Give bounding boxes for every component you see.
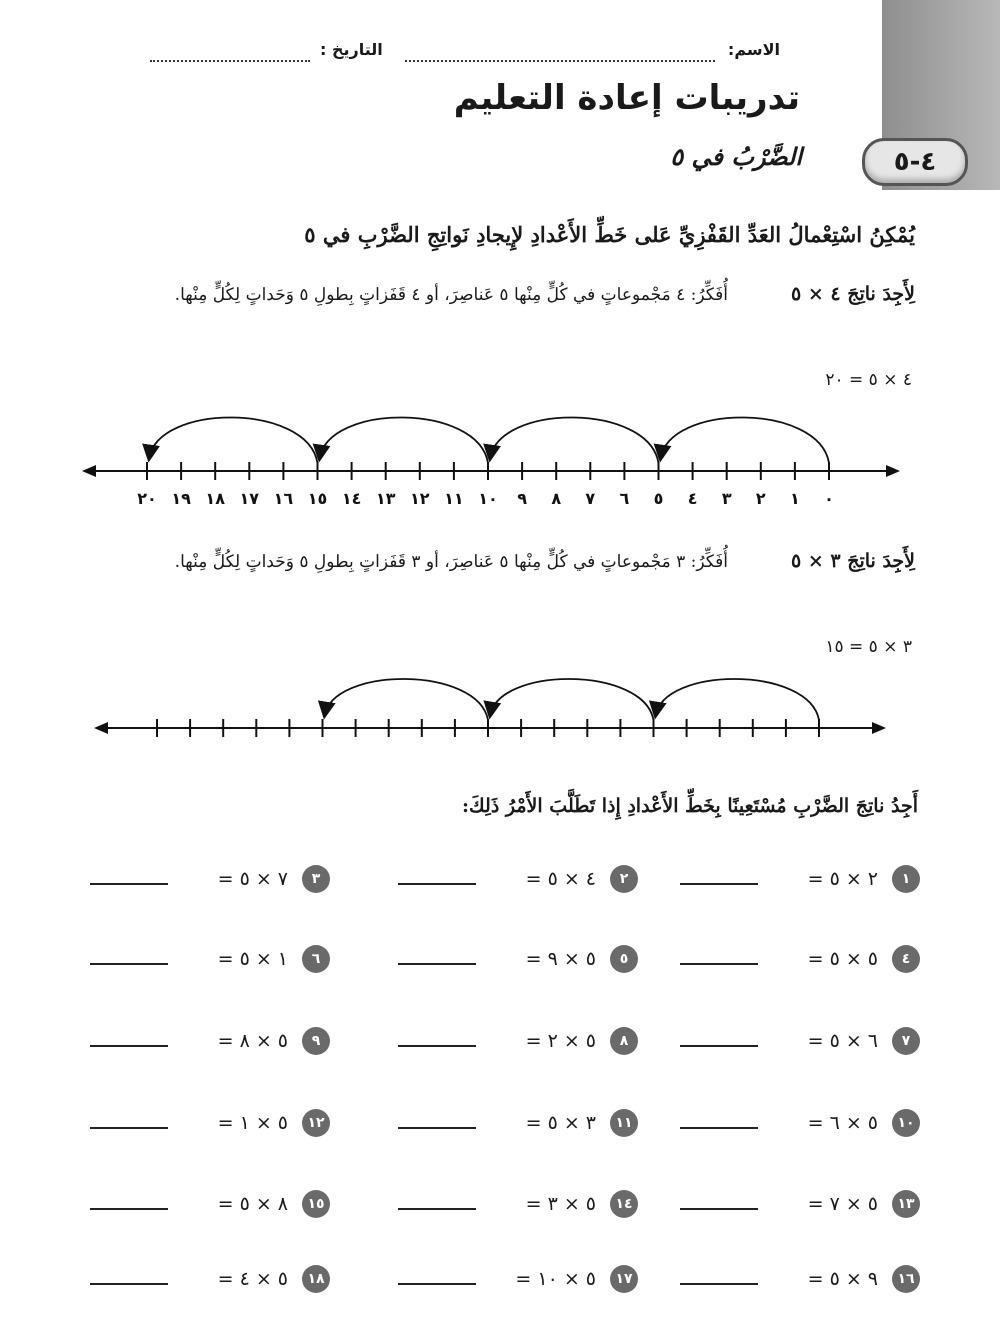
problem-number-badge: ١١ (610, 1109, 638, 1137)
problem-8 (398, 1024, 638, 1058)
problem-expression: ٥ × ٨ = (217, 1030, 288, 1052)
answer-blank[interactable] (90, 1045, 168, 1047)
number-line-2 (0, 660, 1000, 760)
answer-blank[interactable] (680, 883, 758, 885)
problem-number-badge: ١٤ (610, 1190, 638, 1218)
answer-blank[interactable] (398, 1208, 476, 1210)
problem-expression: ٩ × ٥ = (807, 1268, 878, 1290)
problem-number-badge: ٦ (302, 945, 330, 973)
problem-number-badge: ١٠ (892, 1109, 920, 1137)
example2-think: أُفَكِّرُ: ٣ مَجْموعاتٍ في كُلٍّ مِنْها ٥ عَناصِرَ، أو ٣ قَفَزاتٍ بِطولِ ٥ وَحَداتٍ لِكُلٍّ مِنْها. (174, 552, 728, 572)
answer-blank[interactable] (90, 1283, 168, 1285)
problem-expression: ٥ × ٤ = (217, 1268, 288, 1290)
answer-blank[interactable] (680, 1283, 758, 1285)
tick-label-7: ٧ (585, 489, 596, 508)
problem-17 (398, 1262, 638, 1296)
problem-number-badge: ٥ (610, 945, 638, 973)
answer-blank[interactable] (680, 1045, 758, 1047)
problem-14 (398, 1187, 638, 1221)
problem-number-badge: ٧ (892, 1027, 920, 1055)
answer-blank[interactable] (680, 1208, 758, 1210)
problem-5 (398, 942, 638, 976)
answer-blank[interactable] (680, 963, 758, 965)
right-arrow (872, 722, 886, 734)
intro-text: يُمْكِنُ اسْتِعْمالُ العَدِّ القَفْزِيِّ عَلى خَطِّ الأَعْدادِ لإِيجادِ نَواتِجِ الضَّرْبِ في ٥ (304, 222, 915, 247)
example2-equation: ٣ × ٥ = ١٥ (825, 637, 912, 657)
name-label: الاسم: (727, 40, 780, 59)
tick-label-8: ٨ (551, 489, 562, 508)
problem-expression: ٥ × ٣ = (525, 1193, 596, 1215)
problem-6 (90, 942, 330, 976)
date-field[interactable] (150, 46, 310, 62)
answer-blank[interactable] (398, 1045, 476, 1047)
problem-expression: ٣ × ٥ = (525, 1112, 596, 1134)
problem-3 (90, 862, 330, 896)
answer-blank[interactable] (398, 963, 476, 965)
problem-expression: ٥ × ٧ = (807, 1193, 878, 1215)
example1-think: أُفَكِّرُ: ٤ مَجْموعاتٍ في كُلٍّ مِنْها ٥ عَناصِرَ، أو ٤ قَفَزاتٍ بِطولِ ٥ وَحَداتٍ لِكُلٍّ مِنْها. (174, 285, 728, 305)
problem-expression: ٥ × ٩ = (525, 948, 596, 970)
problem-1 (680, 862, 920, 896)
date-label: التاريخ : (320, 40, 383, 59)
problem-expression: ٢ × ٥ = (807, 868, 878, 890)
jump-arc-2 (490, 679, 654, 720)
problem-10 (680, 1106, 920, 1140)
problem-15 (90, 1187, 330, 1221)
problem-expression: ٥ × ٢ = (525, 1030, 596, 1052)
tick-label-11: ١١ (444, 489, 464, 508)
tick-label-19: ١٩ (171, 489, 191, 508)
problem-expression: ٨ × ٥ = (217, 1193, 288, 1215)
tick-label-12: ١٢ (410, 489, 430, 508)
example1-equation: ٤ × ٥ = ٢٠ (825, 370, 912, 390)
lesson-subtitle: الضَّرْبُ في ٥ (670, 142, 802, 171)
tick-label-4: ٤ (687, 489, 698, 508)
problem-expression: ٦ × ٥ = (807, 1030, 878, 1052)
answer-blank[interactable] (90, 1208, 168, 1210)
problem-number-badge: ١٨ (302, 1265, 330, 1293)
tick-label-10: ١٠ (478, 489, 498, 508)
answer-blank[interactable] (398, 883, 476, 885)
problem-expression: ١ × ٥ = (217, 948, 288, 970)
problem-12 (90, 1106, 330, 1140)
problem-number-badge: ٩ (302, 1027, 330, 1055)
problem-expression: ٥ × ٦ = (807, 1112, 878, 1134)
example2-find: لِأَجِدَ ناتِجَ ٣ × ٥ (790, 550, 915, 572)
tick-label-1: ١ (790, 489, 800, 508)
left-arrow (82, 465, 96, 477)
problem-9 (90, 1024, 330, 1058)
problem-number-badge: ٨ (610, 1027, 638, 1055)
problem-number-badge: ١٢ (302, 1109, 330, 1137)
problem-number-badge: ١ (892, 865, 920, 893)
problem-number-badge: ٢ (610, 865, 638, 893)
problem-number-badge: ١٦ (892, 1265, 920, 1293)
tick-label-5: ٥ (653, 489, 664, 508)
tick-label-14: ١٤ (341, 489, 362, 508)
problem-number-badge: ١٧ (610, 1265, 638, 1293)
problem-expression: ٧ × ٥ = (217, 868, 288, 890)
right-arrow (886, 465, 900, 477)
answer-blank[interactable] (90, 883, 168, 885)
answer-blank[interactable] (90, 1127, 168, 1129)
lesson-number-badge: ٤-٥ (862, 138, 968, 186)
tick-label-16: ١٦ (273, 489, 294, 508)
tick-label-6: ٦ (619, 489, 630, 508)
problem-expression: ٥ × ٥ = (807, 948, 878, 970)
problem-4 (680, 942, 920, 976)
tick-label-15: ١٥ (307, 489, 328, 508)
jump-arc-1 (661, 417, 830, 463)
name-date-row (150, 40, 780, 70)
answer-blank[interactable] (90, 963, 168, 965)
problem-11 (398, 1106, 638, 1140)
tick-label-20: ٢٠ (137, 489, 157, 508)
name-field[interactable] (405, 46, 715, 62)
problem-number-badge: ١٣ (892, 1190, 920, 1218)
jump-arc-3 (320, 417, 489, 463)
problem-2 (398, 862, 638, 896)
problem-7 (680, 1024, 920, 1058)
problem-18 (90, 1262, 330, 1296)
instructions: أَجِدُ ناتِجَ الضَّرْبِ مُسْتَعِينًا بِخَطِّ الأَعْدادِ إِذا تَطَلَّبَ الأَمْرُ ذَلِكَ: (462, 795, 918, 817)
problem-number-badge: ٤ (892, 945, 920, 973)
problem-expression: ٥ × ١ = (217, 1112, 288, 1134)
tick-label-17: ١٧ (239, 489, 260, 508)
answer-blank[interactable] (398, 1127, 476, 1129)
example1-find: لِأَجِدَ ناتِجَ ٤ × ٥ (790, 283, 915, 305)
tick-label-18: ١٨ (205, 489, 225, 508)
problem-expression: ٤ × ٥ = (525, 868, 596, 890)
problem-number-badge: ٣ (302, 865, 330, 893)
answer-blank[interactable] (680, 1127, 758, 1129)
answer-blank[interactable] (398, 1283, 476, 1285)
jump-arc-2 (490, 417, 659, 463)
page-title: تدريبات إعادة التعليم (453, 78, 800, 118)
jump-arc-1 (656, 679, 820, 720)
jump-arc-3 (325, 679, 489, 720)
problem-expression: ٥ × ١٠ = (515, 1268, 596, 1290)
tick-label-2: ٢ (755, 489, 766, 508)
problem-16 (680, 1262, 920, 1296)
tick-label-13: ١٣ (375, 489, 396, 508)
problem-number-badge: ١٥ (302, 1190, 330, 1218)
jump-arc-4 (149, 417, 318, 463)
left-arrow (94, 722, 108, 734)
problem-13 (680, 1187, 920, 1221)
tick-label-0: ٠ (824, 489, 834, 508)
tick-label-3: ٣ (721, 489, 732, 508)
tick-label-9: ٩ (517, 489, 527, 508)
number-line-1 (0, 400, 1000, 520)
